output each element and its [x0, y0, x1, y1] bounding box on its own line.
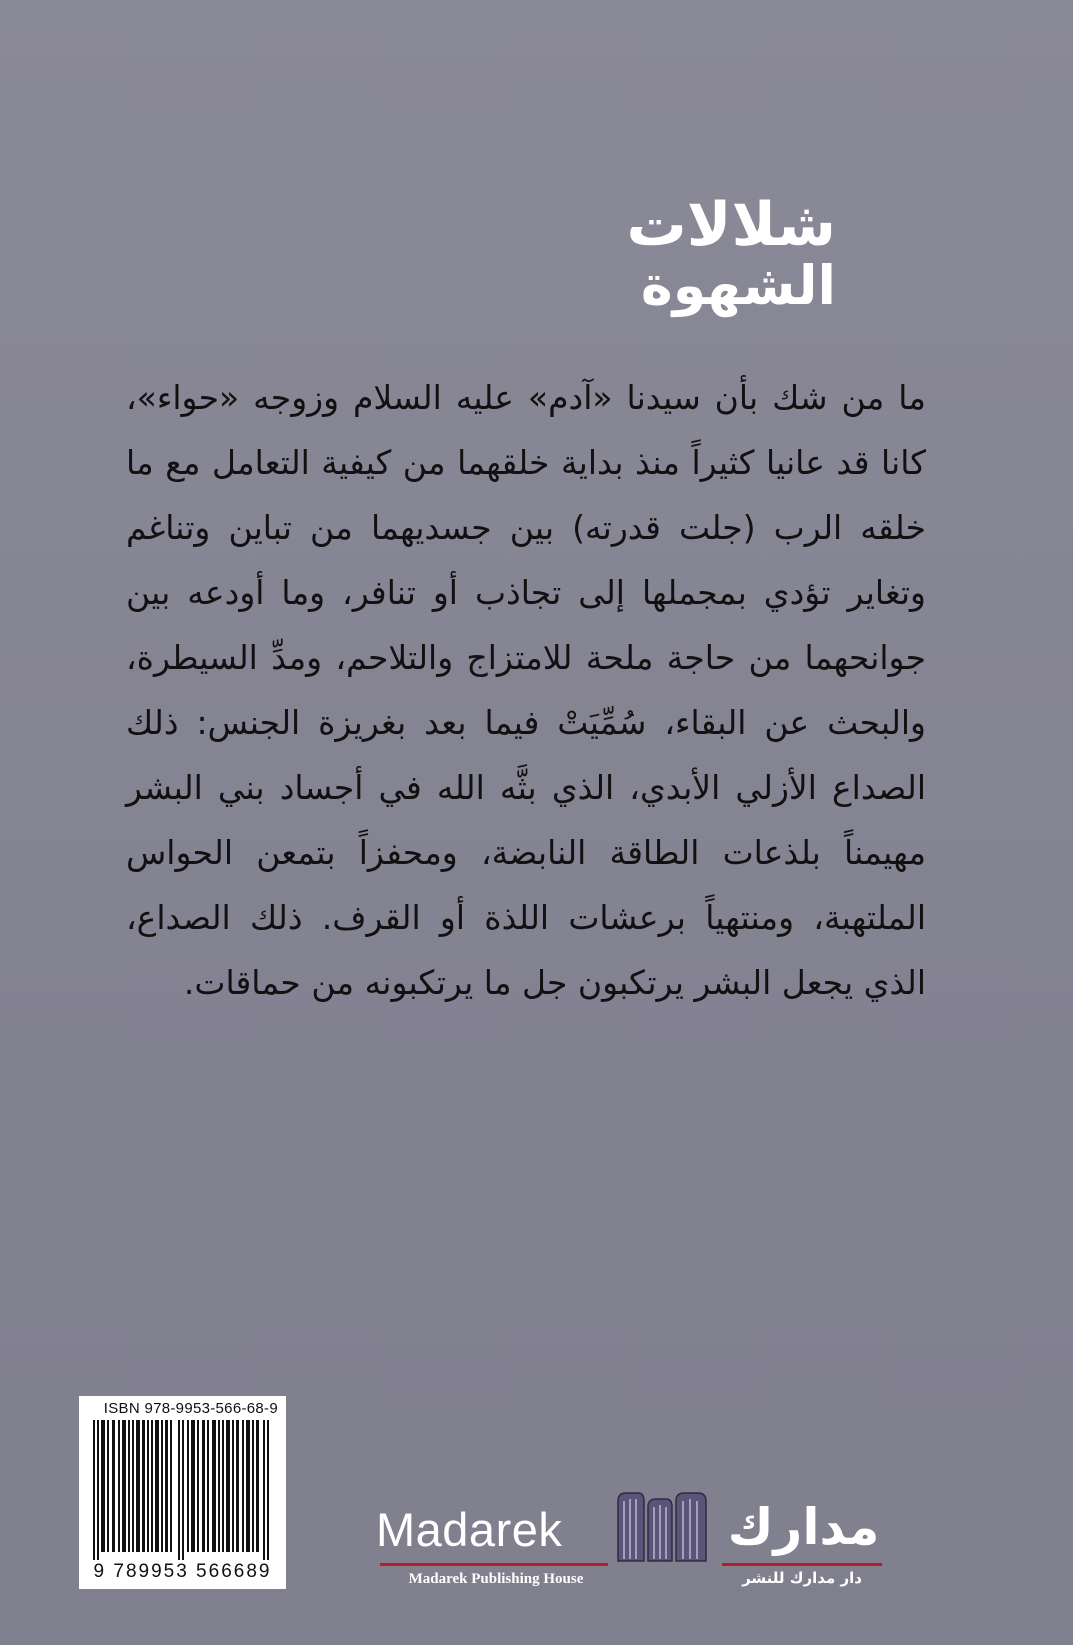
isbn-barcode [79, 1396, 286, 1589]
publisher-logo [376, 1485, 946, 1595]
book-title [626, 190, 836, 317]
title-line-1: شلالات [626, 190, 836, 260]
isbn-label: ISBN 978-9953-566-68-9 [103, 1400, 278, 1417]
publisher-name-latin: Madarek [376, 1503, 563, 1556]
logo-divider-right [722, 1563, 882, 1566]
books-logo-icon [612, 1487, 712, 1565]
barcode-digits: 9 789953 566689 [93, 1561, 272, 1582]
title-line-2: الشهوة [640, 254, 836, 317]
logo-divider-left [380, 1563, 608, 1566]
publisher-name-arabic: مدارك [727, 1498, 880, 1556]
book-blurb: ما من شك بأن سيدنا «آدم» عليه السلام وزوجه «حواء»، كانا قد عانيا كثيراً منذ بداية خلقهما من كيفية التعامل مع ما خلقه الرب (جلت قدرته) بين جسديهما من تباين وتناغم وتغاير تؤدي بمجملها إلى تجاذب أو تنافر، وما أودعه بين جوانحهما من حاجة ملحة للامتزاج والتلاحم، ومدِّ السيطرة، والبحث عن البقاء، سُمِّيَتْ فيما بعد بغريزة الجنس: ذلك الصداع الأزلي الأبدي، الذي بثَّه الله في أجساد بني البشر مهيمناً بلذعات الطاقة النابضة، ومحفزاً بتمعن الحواس الملتهبة، ومنتهياً برعشات اللذة أو القرف. ذلك الصداع، الذي يجعل البشر يرتكبون جل ما يرتكبونه من حماقات. [126, 378, 926, 1002]
publisher-subtitle-latin: Madarek Publishing House [408, 1571, 584, 1587]
barcode-bars [87, 1420, 277, 1560]
publisher-subtitle-arabic: دار مدارك للنشر [742, 1569, 862, 1587]
